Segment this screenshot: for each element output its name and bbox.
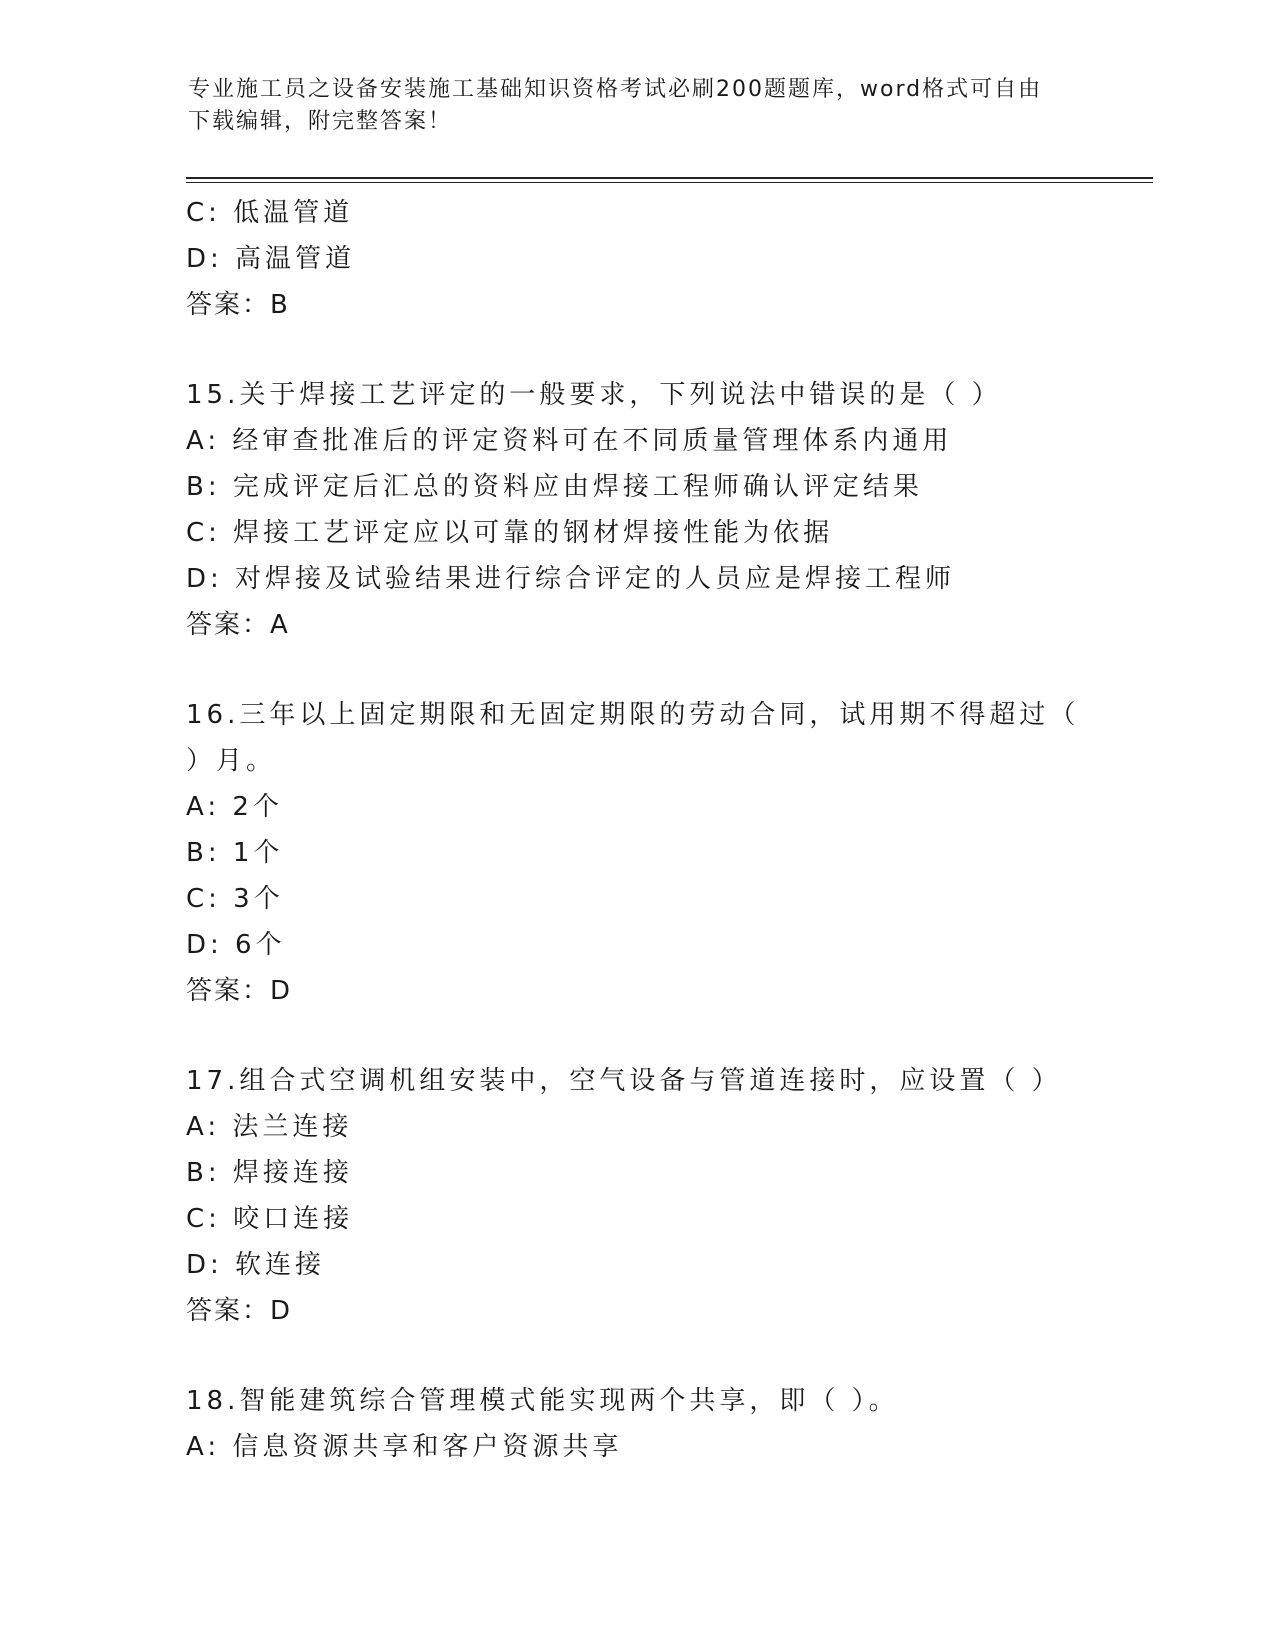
option-b: B: 焊接连接 bbox=[186, 1158, 353, 1188]
question-text: 15.关于焊接工艺评定的一般要求，下列说法中错误的是（ ） bbox=[186, 380, 1002, 410]
option-d: D: 高温管道 bbox=[186, 244, 356, 274]
question-text-line1: 16.三年以上固定期限和无固定期限的劳动合同，试用期不得超过（ bbox=[186, 700, 1080, 730]
question-text: 17.组合式空调机组安装中，空气设备与管道连接时，应设置（ ） bbox=[186, 1066, 1062, 1096]
option-d: D: 软连接 bbox=[186, 1250, 326, 1280]
question-text: 18.智能建筑综合管理模式能实现两个共享，即（ ）。 bbox=[186, 1386, 899, 1416]
question-15 bbox=[186, 372, 1086, 648]
option-b: B: 完成评定后汇总的资料应由焊接工程师确认评定结果 bbox=[186, 472, 923, 502]
question-18 bbox=[186, 1378, 1086, 1470]
header-title-line1: 专业施工员之设备安装施工基础知识资格考试必刷200题题库，word格式可自由 bbox=[188, 77, 1043, 102]
question-list bbox=[186, 190, 1086, 1470]
question-17 bbox=[186, 1058, 1086, 1334]
option-c: C: 3个 bbox=[186, 884, 284, 914]
option-a: A: 经审查批准后的评定资料可在不同质量管理体系内通用 bbox=[186, 426, 953, 456]
question-14-tail bbox=[186, 190, 1086, 328]
option-c: C: 低温管道 bbox=[186, 198, 354, 228]
header-title-line2: 下载编辑，附完整答案！ bbox=[188, 109, 453, 134]
option-a: A: 2个 bbox=[186, 792, 283, 822]
option-c: C: 咬口连接 bbox=[186, 1204, 354, 1234]
option-c: C: 焊接工艺评定应以可靠的钢材焊接性能为依据 bbox=[186, 518, 834, 548]
option-b: B: 1个 bbox=[186, 838, 284, 868]
option-a: A: 信息资源共享和客户资源共享 bbox=[186, 1432, 623, 1462]
option-a: A: 法兰连接 bbox=[186, 1112, 353, 1142]
answer: 答案：D bbox=[186, 1296, 293, 1326]
header-divider bbox=[186, 177, 1153, 179]
option-d: D: 6个 bbox=[186, 930, 286, 960]
option-d: D: 对焊接及试验结果进行综合评定的人员应是焊接工程师 bbox=[186, 564, 956, 594]
page-header bbox=[188, 74, 1068, 138]
answer: 答案：A bbox=[186, 610, 290, 640]
question-text-line2: ）月。 bbox=[186, 746, 277, 776]
answer: 答案：D bbox=[186, 976, 293, 1006]
header-divider-thin bbox=[186, 182, 1153, 183]
question-16 bbox=[186, 692, 1086, 1014]
answer: 答案：B bbox=[186, 290, 290, 320]
